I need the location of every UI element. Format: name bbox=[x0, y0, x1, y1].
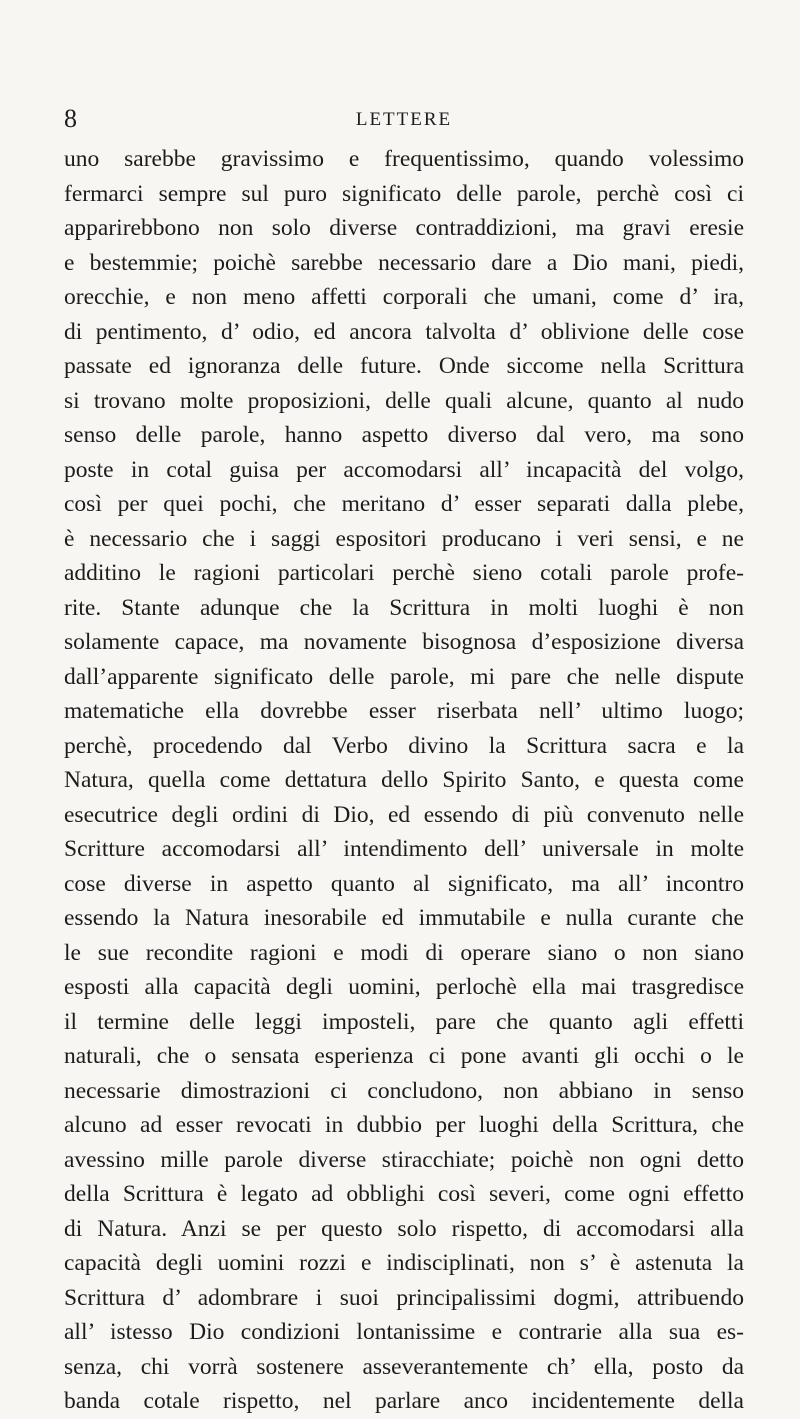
text-line: è necessario che i saggi espositori producano i veri sensi, e ne bbox=[64, 525, 744, 552]
text-line: fermarci sempre sul puro significato delle parole, perchè così ci bbox=[64, 180, 744, 207]
text-line: additino le ragioni particolari perchè sieno cotali parole profe- bbox=[64, 560, 744, 586]
text-line: esposti alla capacità degli uomini, perlochè ella mai trasgredisce bbox=[64, 974, 744, 1000]
text-line: cose diverse in aspetto quanto al significato, ma all’ incontro bbox=[64, 870, 744, 897]
page-header bbox=[64, 104, 744, 134]
text-line: così per quei pochi, che meritano d’ esser separati dalla plebe, bbox=[64, 491, 744, 517]
text-line: esecutrice degli ordini di Dio, ed essendo di più convenuto nelle bbox=[64, 801, 744, 828]
text-line: senza, chi vorrà sostenere asseverantemente ch’ ella, posto da bbox=[64, 1353, 744, 1380]
text-line: banda cotale rispetto, nel parlare anco incidentemente della bbox=[64, 1388, 744, 1414]
page-number: 8 bbox=[64, 104, 77, 133]
text-line: essendo la Natura inesorabile ed immutabile e nulla curante che bbox=[64, 905, 744, 931]
text-line: avessino mille parole diverse stiracchiate; poichè non ogni detto bbox=[64, 1146, 744, 1173]
running-title: LETTERE bbox=[355, 109, 453, 130]
text-line: alcuno ad esser revocati in dubbio per luoghi della Scrittura, che bbox=[64, 1112, 744, 1138]
text-line: orecchie, e non meno affetti corporali che umani, come d’ ira, bbox=[64, 284, 744, 310]
text-line: capacità degli uomini rozzi e indisciplinati, non s’ è astenuta la bbox=[64, 1250, 744, 1276]
text-line: uno sarebbe gravissimo e frequentissimo, quando volessimo bbox=[64, 146, 744, 172]
text-line: apparirebbono non solo diverse contraddizioni, ma gravi eresie bbox=[64, 215, 744, 241]
text-line: Scritture accomodarsi all’ intendimento dell’ universale in molte bbox=[64, 836, 744, 862]
text-line: necessarie dimostrazioni ci concludono, non abbiano in senso bbox=[64, 1077, 744, 1104]
text-line: perchè, procedendo dal Verbo divino la Scrittura sacra e la bbox=[64, 732, 744, 759]
text-line: Natura, quella come dettatura dello Spirito Santo, e questa come bbox=[64, 767, 744, 793]
text-line: si trovano molte proposizioni, delle quali alcune, quanto al nudo bbox=[64, 387, 744, 414]
text-line: di Natura. Anzi se per questo solo rispetto, di accomodarsi alla bbox=[64, 1215, 744, 1242]
text-line: rite. Stante adunque che la Scrittura in molti luoghi è non bbox=[64, 594, 744, 621]
text-line: di pentimento, d’ odio, ed ancora talvolta d’ oblivione delle cose bbox=[64, 318, 744, 345]
text-line: il termine delle leggi imposteli, pare che quanto agli effetti bbox=[64, 1008, 744, 1035]
text-line: passate ed ignoranza delle future. Onde siccome nella Scrittura bbox=[64, 353, 744, 379]
text-line: all’ istesso Dio condizioni lontanissime e contrarie alla sua es- bbox=[64, 1319, 744, 1345]
body-text bbox=[64, 142, 744, 1419]
text-line: naturali, che o sensata esperienza ci pone avanti gli occhi o le bbox=[64, 1043, 744, 1069]
text-line: poste in cotal guisa per accomodarsi all’ incapacità del volgo, bbox=[64, 456, 744, 483]
text-line: matematiche ella dovrebbe esser riserbata nell’ ultimo luogo; bbox=[64, 698, 744, 724]
text-line: e bestemmie; poichè sarebbe necessario dare a Dio mani, piedi, bbox=[64, 249, 744, 276]
text-line: senso delle parole, hanno aspetto diverso dal vero, ma sono bbox=[64, 422, 744, 448]
text-line: solamente capace, ma novamente bisognosa d’esposizione diversa bbox=[64, 629, 744, 655]
text-line: le sue recondite ragioni e modi di operare siano o non siano bbox=[64, 939, 744, 966]
text-line: della Scrittura è legato ad obblighi così severi, come ogni effetto bbox=[64, 1181, 744, 1207]
text-line: dall’apparente significato delle parole, mi pare che nelle dispute bbox=[64, 663, 744, 690]
text-line: Scrittura d’ adombrare i suoi principalissimi dogmi, attribuendo bbox=[64, 1284, 744, 1311]
